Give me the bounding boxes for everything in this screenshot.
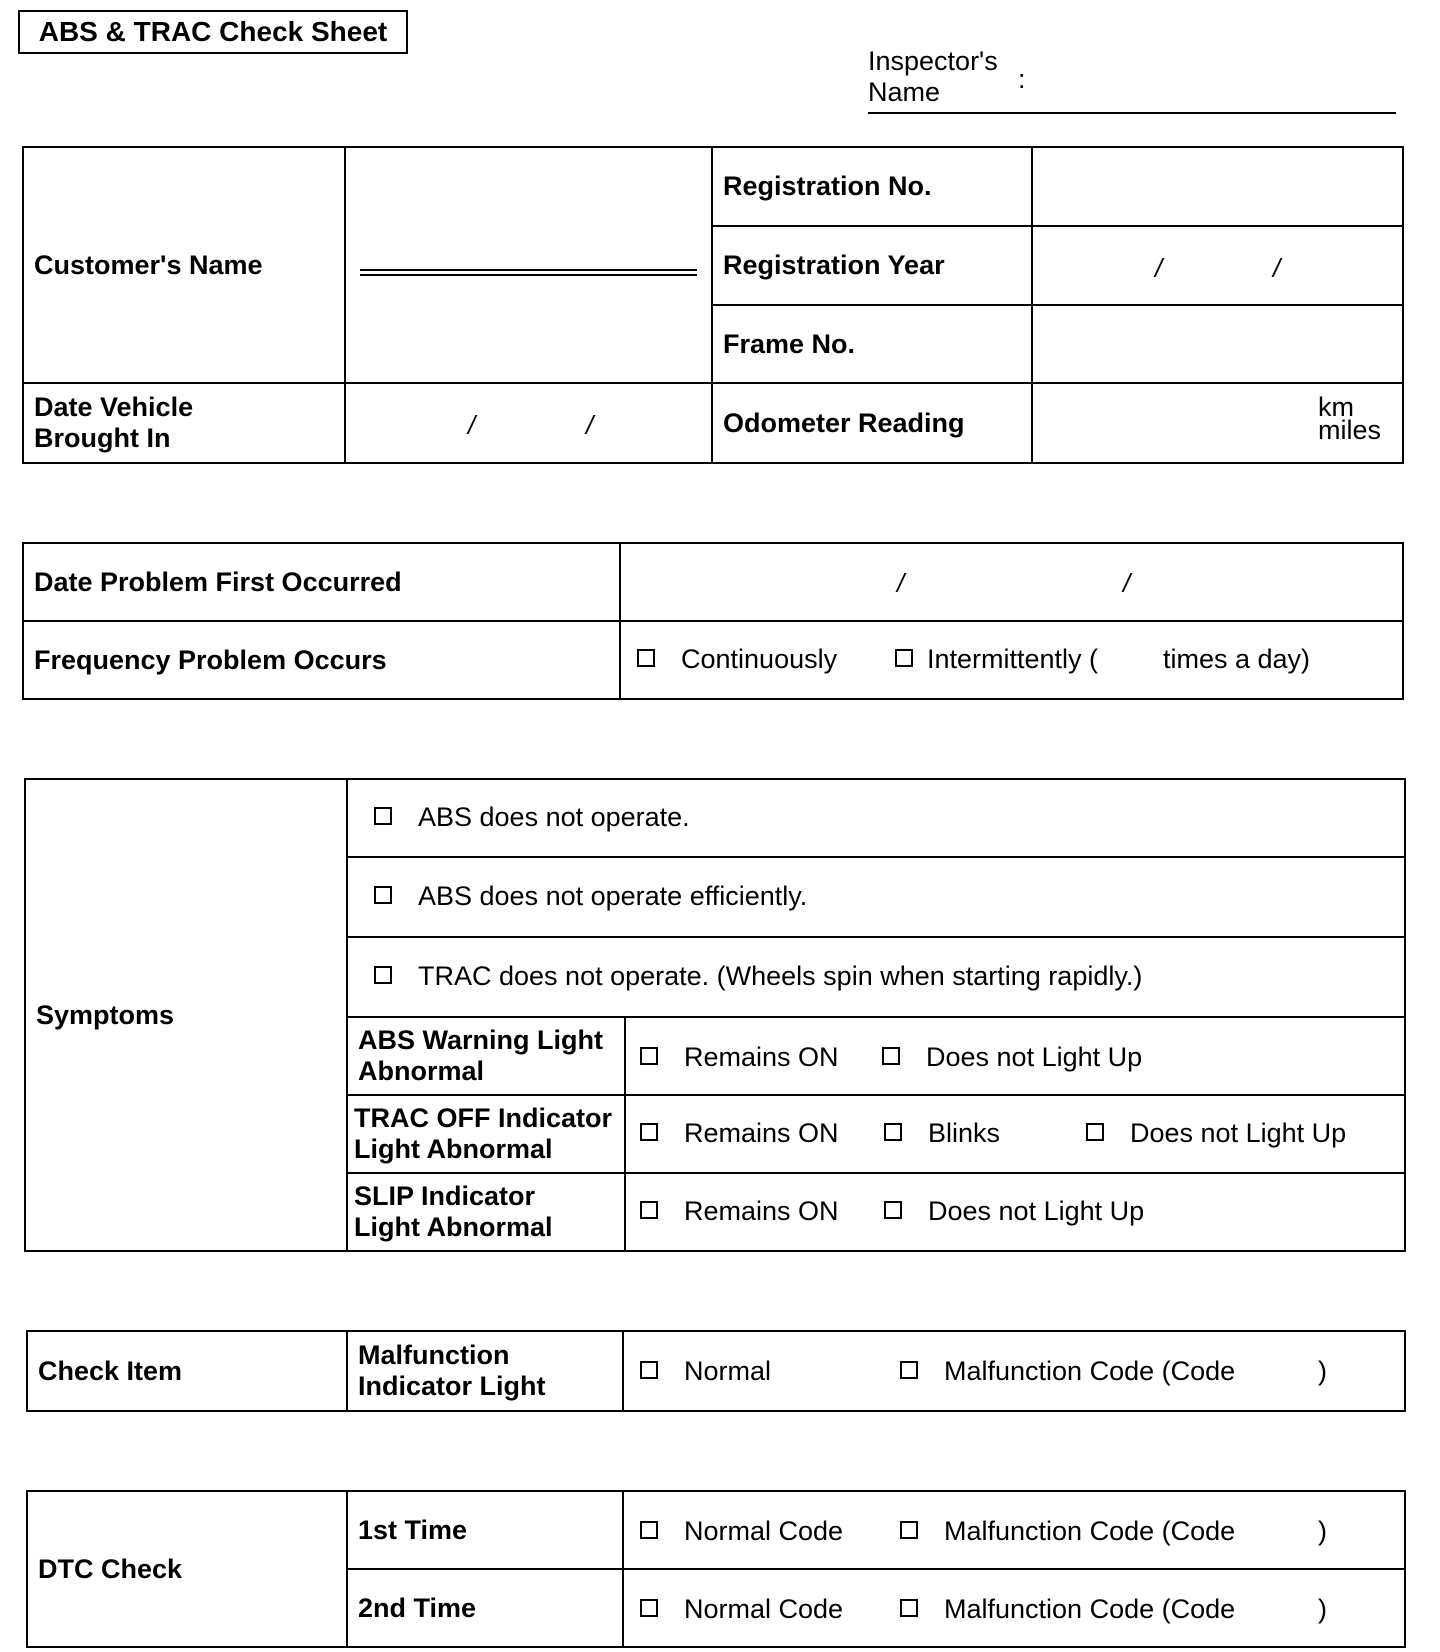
dtc-check-table [26,1490,1406,1648]
malfunction-code-label: Malfunction Code (Code [944,1516,1236,1546]
dtc-second-label: 2nd Time [347,1569,623,1647]
customer-name-double-line [360,269,697,276]
intermittently-label: Intermittently ( [927,644,1099,674]
checkbox-icon [895,649,913,667]
abs-warning-line1: ABS Warning Light [358,1025,603,1055]
checkbox-icon [900,1361,918,1379]
date-slash: / [1155,253,1163,283]
slip-line2: Light Abnormal [354,1212,553,1242]
malfunction-code-option[interactable] [900,1516,1235,1547]
trac-not-operate-label: TRAC does not operate. (Wheels spin when starting rapidly.) [418,961,1143,992]
check-item-table [26,1330,1406,1412]
trac-off-label [347,1095,625,1173]
date-brought-in-field[interactable] [345,383,712,463]
blinks-label: Blinks [928,1118,1001,1148]
abs-warning-line2: Abnormal [358,1056,485,1086]
remains-on-option[interactable] [640,1042,839,1073]
symptom-row[interactable] [347,779,1405,857]
normal-code-label: Normal Code [684,1516,844,1546]
trac-off-line2: Light Abnormal [354,1134,553,1164]
abs-warning-label [347,1017,625,1095]
slip-label [347,1173,625,1251]
normal-label: Normal [684,1356,772,1386]
registration-no-field[interactable] [1032,147,1403,226]
inspector-label-line2: Name [868,77,941,107]
dtc-check-label: DTC Check [27,1491,347,1647]
checkbox-icon [882,1047,900,1065]
vehicle-info-table [22,146,1404,464]
checkbox-icon [637,649,655,667]
symptoms-table [24,778,1406,1252]
checkbox-icon [640,1123,658,1141]
malfunction-code-option[interactable] [900,1594,1235,1625]
remains-on-label: Remains ON [684,1196,839,1226]
registration-year-label: Registration Year [712,226,1032,305]
mil-line1: Malfunction [358,1340,510,1370]
registration-no-label: Registration No. [712,147,1032,226]
dtc-second-options [623,1569,1405,1647]
checkbox-icon [640,1361,658,1379]
mil-label [347,1331,623,1411]
continuously-option[interactable] [637,644,837,675]
checkbox-icon [374,886,392,904]
inspector-name-field[interactable] [868,112,1396,114]
continuously-label: Continuously [681,644,838,674]
checkbox-icon [374,807,392,825]
symptom-row[interactable] [347,937,1405,1017]
problem-table [22,542,1404,700]
date-first-occurred-field[interactable] [620,543,1403,621]
odometer-units [1318,392,1388,445]
inspector-label-line1: Inspector's [868,46,998,76]
checkbox-icon [884,1123,902,1141]
sheet-title: ABS & TRAC Check Sheet [18,10,408,54]
remains-on-option[interactable] [640,1118,839,1149]
checkbox-icon [640,1201,658,1219]
odometer-label: Odometer Reading [712,383,1032,463]
frequency-label: Frequency Problem Occurs [23,621,620,699]
does-not-light-up-label: Does not Light Up [926,1042,1143,1072]
checkbox-icon [640,1521,658,1539]
normal-code-option[interactable] [640,1516,843,1547]
frame-no-field[interactable] [1032,305,1403,383]
normal-code-option[interactable] [640,1594,843,1625]
checkbox-icon [884,1201,902,1219]
checkbox-icon [640,1047,658,1065]
malfunction-code-option[interactable] [900,1356,1235,1387]
normal-option[interactable] [640,1356,771,1387]
remains-on-option[interactable] [640,1196,839,1227]
checkbox-icon [900,1521,918,1539]
slip-line1: SLIP Indicator [354,1181,536,1211]
trac-off-options [625,1095,1405,1173]
date-slash: / [1273,253,1281,283]
abs-not-efficient-label: ABS does not operate efficiently. [418,881,808,912]
odometer-unit-km: km [1318,392,1354,422]
dtc-first-label: 1st Time [347,1491,623,1569]
mil-options [623,1331,1405,1411]
close-paren: ) [1318,1356,1327,1386]
inspector-colon: : [1018,64,1026,94]
odometer-unit-miles: miles [1318,415,1382,445]
malfunction-code-label: Malfunction Code (Code [944,1356,1236,1386]
customer-name-label: Customer's Name [23,147,345,383]
date-first-occurred-label: Date Problem First Occurred [23,543,620,621]
checkbox-icon [374,966,392,984]
mil-line2: Indicator Light [358,1371,546,1401]
checkbox-icon [900,1599,918,1617]
malfunction-code-label: Malfunction Code (Code [944,1594,1236,1624]
dtc-first-options [623,1491,1405,1569]
abs-not-operate-label: ABS does not operate. [418,802,690,833]
abs-warning-options [625,1017,1405,1095]
date-brought-in-line1: Date Vehicle [34,392,194,422]
date-brought-in-label [23,383,345,463]
date-slash: / [586,410,594,440]
date-brought-in-line2: Brought In [34,423,171,453]
trac-off-line1: TRAC OFF Indicator [354,1103,612,1133]
registration-year-field[interactable] [1032,226,1403,305]
does-not-light-up-option[interactable] [884,1196,1144,1227]
symptoms-label: Symptoms [25,779,347,1251]
close-paren: ) [1318,1594,1327,1624]
remains-on-label: Remains ON [684,1042,839,1072]
odometer-field[interactable] [1032,383,1403,463]
checkbox-icon [1086,1123,1104,1141]
date-slash: / [468,410,476,440]
does-not-light-up-option[interactable] [882,1042,1142,1073]
close-paren: ) [1318,1516,1327,1546]
checkbox-icon [640,1599,658,1617]
remains-on-label: Remains ON [684,1118,839,1148]
normal-code-label: Normal Code [684,1594,844,1624]
does-not-light-up-option[interactable] [1086,1118,1346,1149]
frame-no-label: Frame No. [712,305,1032,383]
frequency-options [620,621,1403,699]
check-item-label: Check Item [27,1331,347,1411]
blinks-option[interactable] [884,1118,1000,1149]
date-slash: / [897,568,905,598]
date-slash: / [1123,568,1131,598]
customer-name-field[interactable] [345,147,712,383]
symptom-row[interactable] [347,857,1405,937]
times-a-day-label: times a day) [1163,644,1311,674]
intermittently-option[interactable] [895,644,1098,675]
inspector-label [868,46,1018,108]
does-not-light-up-label: Does not Light Up [928,1196,1145,1226]
does-not-light-up-label: Does not Light Up [1130,1118,1347,1148]
slip-options [625,1173,1405,1251]
